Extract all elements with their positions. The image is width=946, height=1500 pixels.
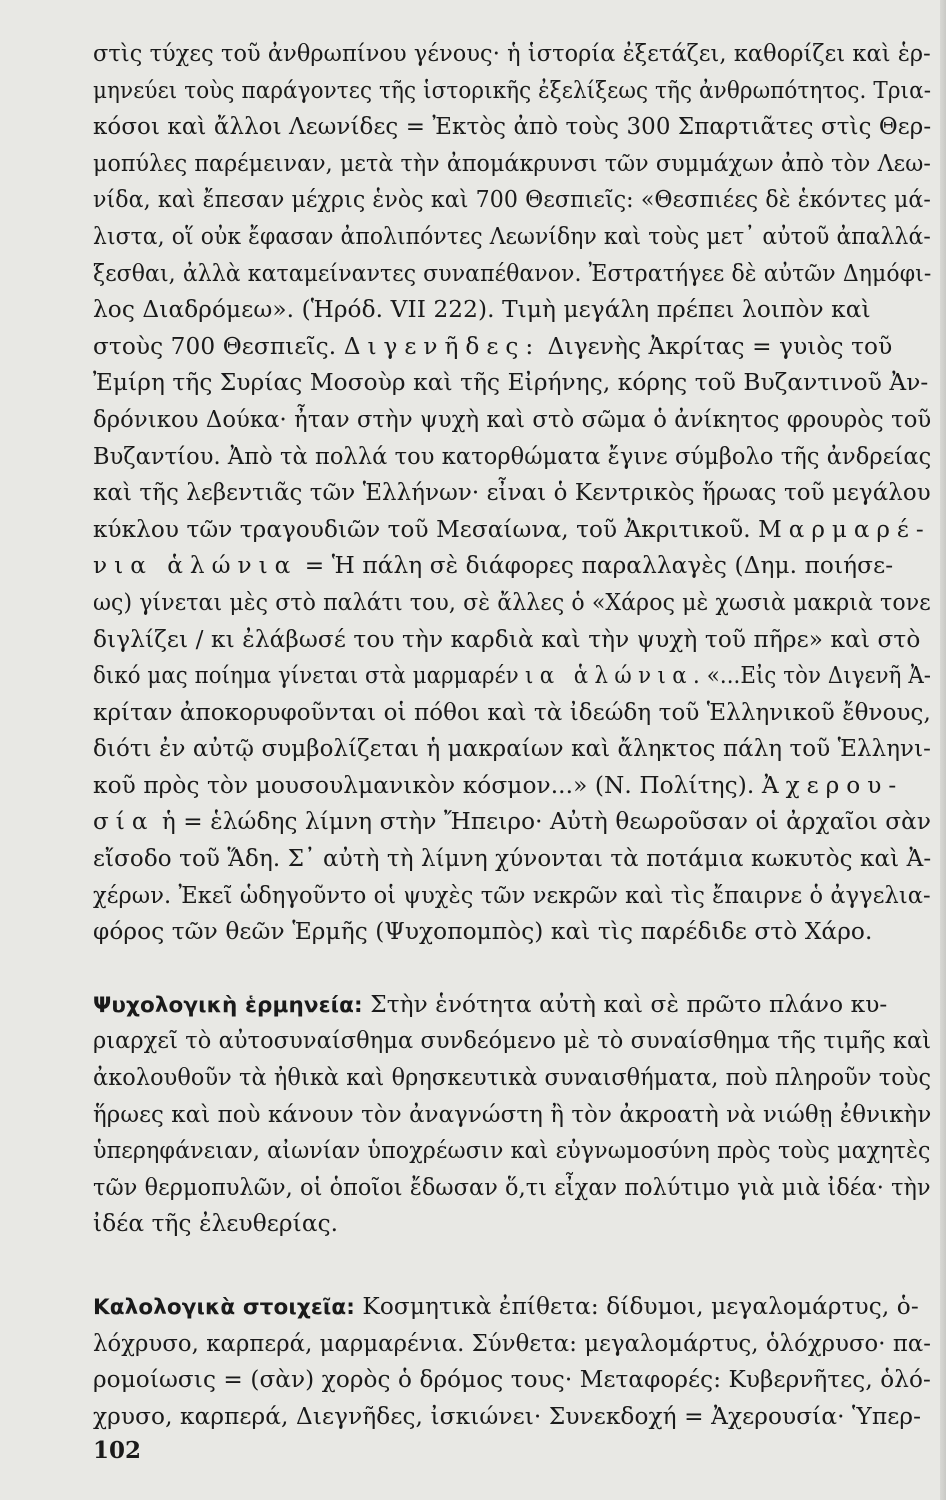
body-line: ως) γίνεται μὲς στὸ παλάτι του, σὲ ἄλλες ὁ «Χάρος μὲ χωσιὰ μακριὰ τονε [93, 588, 931, 616]
body-line: χέρων. Ἐκεῖ ὡδηγοῦντο οἱ ψυχὲς τῶν νεκρῶν καὶ τὶς ἔπαιρνε ὁ ἀγγελια- [93, 881, 931, 909]
psych-heading: Ψυχολογικὴ ἑρμηνεία: [93, 992, 363, 1018]
psych-line: τῶν θερμοπυλῶν, οἱ ὁποῖοι ἔδωσαν ὅ,τι εἶχαν πολύτιμο γιὰ μιὰ ἰδέα· τὴν [93, 1173, 931, 1201]
body-line: μηνεύει τοὺς παράγοντες τῆς ἱστορικῆς ἐξελίξεως τῆς ἀνθρωπότητος. Τρια- [93, 76, 932, 104]
body-line: λιστα, οἵ οὐκ ἔφασαν ἀπολιπόντες Λεωνίδην καὶ τοὺς μετ᾽ αὐτοῦ ἀπαλλά- [93, 222, 931, 250]
psych-text: Στὴν ἑνότητα αὐτὴ καὶ σὲ πρῶτο πλάνο κυ- [362, 990, 888, 1018]
kalo-line-first [93, 1289, 931, 1326]
body-line: σία ἡ = ἑλώδης λίμνη στὴν Ἤπειρο· Αὐτὴ θεωροῦσαν οἱ ἀρχαῖοι σὰν [93, 808, 932, 836]
body-line: καὶ τῆς λεβεντιᾶς τῶν Ἑλλήνων· εἶναι ὁ Κεντρικὸς ἥρωας τοῦ μεγάλου [93, 479, 931, 507]
body-line: κύκλου τῶν τραγουδιῶν τοῦ Μεσαίωνα, τοῦ Ἀκριτικοῦ. Μαρμαρέ- [93, 515, 931, 543]
glossary-term-acherousia_2: σία [93, 808, 155, 836]
psych-line: ριαρχεῖ τὸ αὐτοσυναίσθημα συνδεόμενο μὲ τὸ συναίσθημα τῆς τιμῆς καὶ [93, 1027, 932, 1055]
body-line: Βυζαντίου. Ἀπὸ τὰ πολλά του κατορθώματα ἔγινε σύμβολο τῆς ἀνδρείας [93, 442, 932, 470]
body-line: νια ἁλώνια = Ἡ πάλη σὲ διάφορες παραλλαγὲς (Δημ. ποιήσε- [93, 552, 894, 580]
body-line: φόρος τῶν θεῶν Ἑρμῆς (Ψυχοπομπὸς) καὶ τὶς παρέδιδε στὸ Χάρο. [93, 918, 873, 946]
body-line: κοῦ πρὸς τὸν μουσουλμανικὸν κόσμον...» (Ν. Πολίτης). Ἀχερου- [93, 771, 904, 799]
glossary-term-marmarenia_2: νια ἁλώνια [505, 662, 694, 690]
kalo-heading: Καλολογικὰ στοιχεῖα: [93, 1295, 355, 1320]
kalo-text: Κοσμητικὰ ἐπίθετα: δίδυμοι, μεγαλομάρτυς, ὁ- [354, 1293, 919, 1320]
body-line: στοὺς 700 Θεσπιεῖς. Διγενῆδες: Διγενὴς Ἀκρίτας = γυιὸς τοῦ [93, 332, 893, 360]
body-line: διότι ἐν αὐτῷ συμβολίζεται ἡ μακραίων καὶ ἄληκτος πάλη τοῦ Ἑλληνι- [93, 735, 932, 763]
body-line: εἴσοδο τοῦ Ἅδη. Σ᾽ αὐτὴ τὴ λίμνη χύνονται τὰ ποτάμια κωκυτὸς καὶ Ἀ- [93, 845, 932, 873]
psych-line-first [93, 987, 931, 1024]
body-line: κόσοι καὶ ἄλλοι Λεωνίδες = Ἐκτὸς ἀπὸ τοὺς 300 Σπαρτιᾶτες στὶς Θερ- [93, 113, 932, 141]
body-line: μοπύλες παρέμειναν, μετὰ τὴν ἀπομάκρυνσι τῶν συμμάχων ἀπὸ τὸν Λεω- [93, 149, 931, 177]
kalo-line: ρομοίωσις = (σὰν) χορὸς ὁ δρόμος τους· Μεταφορές: Κυβερνῆτες, ὁλό- [93, 1366, 931, 1394]
glossary-term-acherousia_1: Ἀχερου- [761, 771, 904, 799]
body-line: κρίταν ἀποκορυφοῦνται οἱ πόθοι καὶ τὰ ἰδεώδη τοῦ Ἑλληνικοῦ ἔθνους, [93, 698, 931, 726]
body-line: ξεσθαι, ἀλλὰ καταμείναντες συναπέθανον. Ἐστρατήγεε δὲ αὐτῶν Δημόφι- [93, 259, 932, 287]
psych-line: ἥρωες καὶ ποὺ κάνουν τὸν ἀναγνώστη ἢ τὸν ἀκροατὴ νὰ νιώθῃ ἐθνικὴν [93, 1100, 932, 1128]
page-edge-shadow [940, 0, 946, 1500]
glossary-term-digenides: Διγενῆδες: [343, 332, 541, 360]
body-line: λος Διαδρόμεω». (Ἡρόδ. VII 222). Τιμὴ μεγάλη πρέπει λοιπὸν καὶ [93, 296, 871, 324]
kalo-line: χρυσο, καρπερά, Διεγνῆδες, ἰσκιώνει· Συνεκδοχή = Ἀχερουσία· Ὑπερ- [93, 1402, 922, 1430]
section-gap [93, 1243, 931, 1289]
psych-line: ὑπερηφάνειαν, αἰωνίαν ὑποχρέωσιν καὶ εὐγνωμοσύνη πρὸς τοὺς μαχητὲς [93, 1137, 931, 1165]
body-line: στὶς τύχες τοῦ ἀνθρωπίνου γένους· ἡ ἱστορία ἐξετάζει, καθορίζει καὶ ἑρ- [93, 40, 931, 67]
psych-line: ἰδέα τῆς ἐλευθερίας. [93, 1210, 339, 1238]
section-gap [93, 951, 931, 987]
kalo-line: λόχρυσο, καρπερά, μαρμαρένια. Σύνθετα: μεγαλομάρτυς, ὁλόχρυσο· πα- [93, 1329, 932, 1357]
text-block [93, 36, 931, 1435]
glossary-term-marmarenia_2: νια ἁλώνια [93, 552, 298, 580]
body-line: διγλίζει / κι ἐλάβωσέ του τὴν καρδιὰ καὶ τὴν ψυχὴ τοῦ πῆρε» καὶ στὸ [93, 625, 921, 653]
body-line: δικό μας ποίημα γίνεται στὰ μαρμαρένια ἁλώνια. «...Εἰς τὸν Διγενῆ Ἀ- [93, 662, 932, 690]
page-number: 102 [93, 1437, 142, 1464]
body-line: Ἐμίρη τῆς Συρίας Μοσοὺρ καὶ τῆς Εἰρήνης, κόρης τοῦ Βυζαντινοῦ Ἀν- [93, 369, 929, 397]
psych-line: ἀκολουθοῦν τὰ ἠθικὰ καὶ θρησκευτικὰ συναισθήματα, ποὺ πληροῦν τοὺς [93, 1064, 932, 1092]
glossary-term-marmarenia_1: Μαρμαρέ- [758, 515, 931, 543]
body-line: δρόνικου Δούκα· ἦταν στὴν ψυχὴ καὶ στὸ σῶμα ὁ ἀνίκητος φρουρὸς τοῦ [93, 405, 932, 433]
body-line: νίδα, καὶ ἔπεσαν μέχρις ἑνὸς καὶ 700 Θεσπιεῖς: «Θεσπιέες δὲ ἑκόντες μά- [93, 186, 931, 214]
